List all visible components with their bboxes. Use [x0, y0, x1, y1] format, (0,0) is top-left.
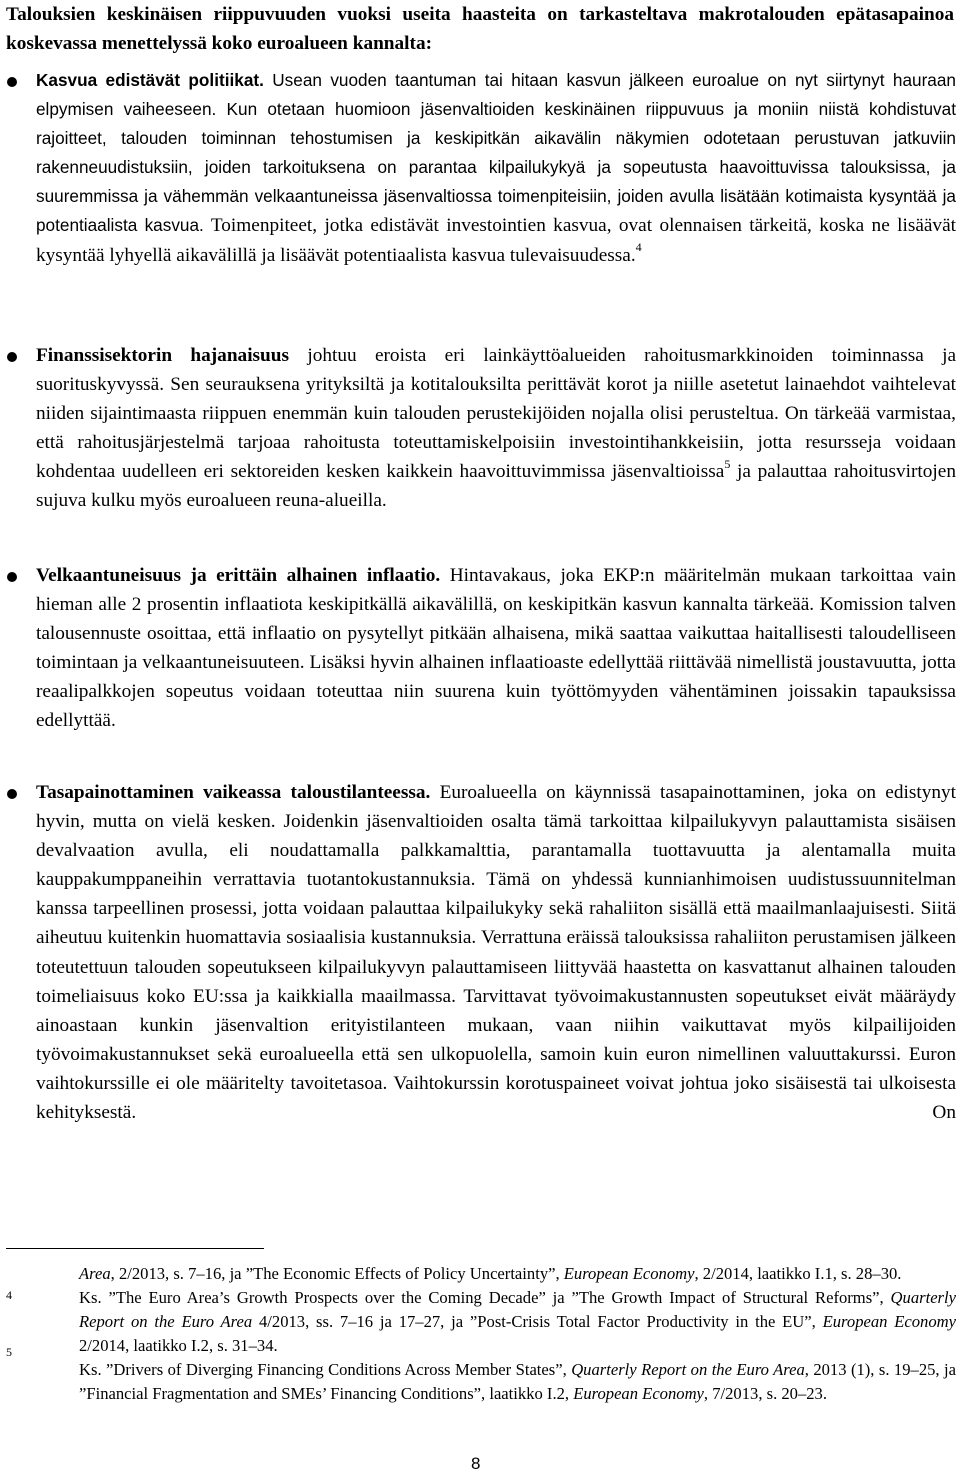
footnote-text: 4/2013, ss. 7–16 ja 17–27, ja ”Post-Crisis Total Factor Productivity in the EU”, — [252, 1312, 823, 1331]
bullet-lead: Finanssisektorin hajanaisuus — [36, 345, 290, 366]
bullet-lead: Kasvua edistävät politiikat. — [36, 70, 264, 90]
journal-title: European Economy — [822, 1312, 957, 1331]
journal-title: Quarterly Report on the Euro Area — [79, 1288, 956, 1331]
bullet-icon — [7, 572, 17, 582]
footnote-ref: 5 — [724, 456, 731, 471]
journal-title: European Economy — [573, 1384, 704, 1403]
bullet-body: johtuu eroista eri lainkäyttöalueiden rahoitusmarkkinoiden toiminnassa ja suorituskyvyssä. Sen seurauksena yrityksiltä ja kotitalouksilta perittävät korot ja niille asetetut lainaehdot vaihtelevat niiden sijaintimaasta riippuen enemmän kuin talouden perustekijöiden nojalla olisi perusteltua. On tärkeää varmistaa, että rahoitusjärjestelmä tarjoaa rahoitusta toteuttamiskelpoisiin investointihankkeisiin, jotta resursseja voidaan kohdentaa uudelleen eri sektoreiden kesken kaikkein haavoittuvimmissa jäsenvaltioissa — [36, 345, 957, 483]
footnote-continuation — [6, 1262, 956, 1286]
bullet-lead: Velkaantuneisuus ja erittäin alhainen inflaatio. — [36, 565, 441, 586]
footnote-separator — [6, 1248, 264, 1249]
bullet-icon — [7, 352, 17, 362]
bullet-body: Hintavakaus, joka EKP:n määritelmän mukaan tarkoittaa vain hieman alle 2 prosentin inflaatiota keskipitkällä aikavälillä, on keskipitkän kasvun kannalta tärkeää. Komission talven talousennuste osoittaa, että inflaatio on pysytellyt pitkään alhaisena, mikä saattaa vaikuttaa haitallisesti taloudelliseen toimintaan ja velkaantuneisuuteen. Lisäksi hyvin alhainen inflaatioaste edellyttää riittävää nimellistä joustavuutta, jotta reaalipalkkojen sopeutus voidaan toteuttaa niin suurena kuin työttömyyden vähentäminen joissakin tapauksissa edellyttää. — [36, 565, 956, 732]
footnote-number: 5 — [6, 1345, 12, 1359]
bullet-body: Kun otetaan huomioon jäsenvaltioiden keskinäinen riippuvuus ja moniin niistä kohdistuvat rajoitteet, talouden toiminnan tehostumisen ja keskipitkän aikavälin näkymien odotetaan perustuvan jatkuviin rakenneuudistuksiin, joiden tarkoituksena on parantaa kilpailukykyä ja sopeutusta haavoittuvissa talouksissa, ja suuremmissa ja vähemmän velkaantuneissa jäsenvaltiossa toimenpiteisiin, joiden avulla lisätään kotimaista kysyntää ja potentiaalista kasvua. — [36, 99, 956, 236]
footnote-text: , 2/2013, s. 7–16, ja ”The Economic Effects of Policy Uncertainty”, — [110, 1264, 564, 1283]
bullet-body: Toimenpiteet, jotka edistävät investointien kasvua, ovat olennaisen tärkeitä, koska ne lisäävät kysyntää lyhyellä aikavälillä ja lisäävät potentiaalista kasvua tulevaisuudessa. — [36, 215, 956, 266]
bullet-body: Usean vuoden taantuman tai hitaan kasvun jälkeen euroalue on nyt siirtynyt hauraan elpymisen vaiheeseen. — [36, 70, 956, 120]
footnote-text: 2/2014, laatikko I.2, s. 31–34. — [79, 1336, 278, 1355]
footnote-text: , 2013 (1), s. 19–25, ja ”Financial Fragmentation and SMEs’ Financing Conditions”, laatikko I.2, — [79, 1360, 956, 1403]
footnote-text: , 2/2014, laatikko I.1, s. 28–30. — [694, 1264, 902, 1283]
bullet-icon — [7, 789, 17, 799]
footnote-4 — [6, 1286, 956, 1358]
page-number: 8 — [471, 1454, 481, 1473]
bullet-text — [36, 341, 956, 516]
bullet-body: Euroalueella on käynnissä tasapainottaminen, joka on edistynyt hyvin, mutta on vielä kesken. Joidenkin jäsenvaltioiden osalta tämä tarkoittaa kilpailukyvyn palauttamista sisäisen devalvaation avulla, eli noudattamalla palkkamalttia, parantamalla tuottavuutta ja alentamalla muita kauppakumppaneihin verrattavia tuotantokustannuksia. Tämä on yhdessä kunnianhimoisen uudistussuunnitelman kanssa tarpeellinen prosessi, jotta voidaan palauttaa kilpailukyky sekä rahaliiton sisällä että maailmanlaajuisesti. Siitä aiheutuu kuitenkin huomattavia sosiaalisia kustannuksia. Verrattuna eräissä talouksissa rahaliiton perustamisen jälkeen toteutettuun talouden sopeutukseen kilpailukyvyn palauttamiseen liittyvää haastetta on kasvattanut alhainen talouden toimeliaisuus koko EU:ssa ja kaikkialla maailmassa. Tarvittavat työvoimakustannusten sopeutukset eivät määräydy ainoastaan kunkin jäsenvaltion erityistilanteen mukaan, vaan niihin vaikuttavat myös kilpailijoiden työvoimakustannukset sekä euroalueella että sen ulkopuolella, samoin kuin euron nimellinen valuuttakurssi. Euron vaihtokurssille ei ole määritelty tavoitetasoa. Vaihtokurssin korotuspaineet voivat johtua joko sisäisestä tai ulkoisesta kehityksestä. On — [36, 782, 956, 1124]
footnote-text: , 7/2013, s. 20–23. — [703, 1384, 827, 1403]
footnote-text: Ks. ”The Euro Area’s Growth Prospects over the Coming Decade” ja ”The Growth Impact of Structural Reforms”, — [79, 1288, 891, 1307]
footnote-text: Ks. ”Drivers of Diverging Financing Conditions Across Member States”, — [79, 1360, 572, 1379]
bullet-lead: Tasapainottaminen vaikeassa taloustilanteessa. — [36, 782, 431, 803]
footnotes — [6, 1262, 956, 1406]
bullet-icon — [7, 77, 17, 87]
journal-title: Area — [79, 1264, 111, 1283]
journal-title: European Economy — [563, 1264, 695, 1283]
footnote-number: 4 — [6, 1288, 12, 1302]
journal-title: Quarterly Report on the Euro Area — [571, 1360, 805, 1379]
bullet-body: ja palauttaa rahoitusvirtojen sujuva kulku myös euroalueen reuna-alueilla. — [36, 461, 956, 512]
intro-paragraph: Talouksien keskinäisen riippuvuuden vuoksi useita haasteita on tarkasteltava makrotalouden epätasapainoa koskevassa menettelyssä koko euroalueen kannalta: — [6, 4, 954, 54]
bullet-text — [36, 778, 956, 1127]
footnote-ref: 4 — [635, 240, 642, 255]
bullet-text — [36, 561, 956, 736]
bullet-text — [36, 66, 956, 270]
